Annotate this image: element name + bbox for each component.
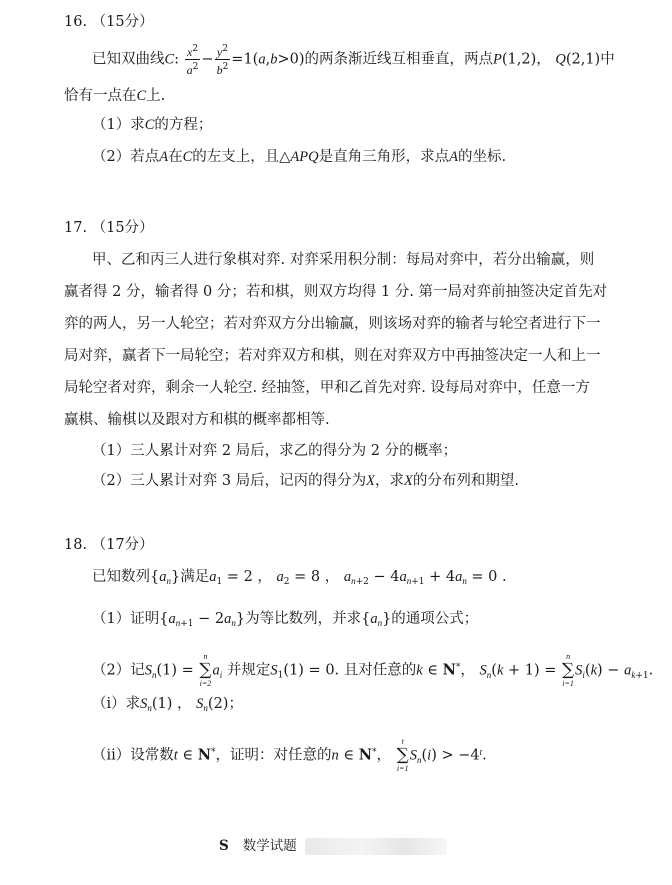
q18-text: . 且对任意的 (334, 662, 417, 679)
q18-text: 的通项公式； (391, 611, 479, 627)
sum-operator: n ∑ i=2 (199, 652, 212, 688)
footer-letter: S (219, 838, 229, 854)
q18-part-1: （1）证明$\{a_{n+1} - 2a_n\}$为等比数列，并求$\{a_n\}$的通项公式； (92, 611, 479, 629)
q16-text: 已知双曲线 (92, 51, 165, 68)
q18-text: 已知数列 (92, 569, 150, 585)
fraction-y2-b2: $\frac{y^2}{b^2}$ (216, 44, 229, 77)
q18-text: （1）证明 (92, 611, 160, 627)
q18-text: 并规定 (226, 662, 271, 679)
q16-text: 的坐标. (457, 149, 507, 165)
q16-header: 16. （15分） (64, 14, 154, 30)
q16-text: 的左支上，且△ (192, 149, 291, 165)
q17-part-2: （2）三人累计对弈 3 局后，记丙的得分为X，求X的分布列和期望. (92, 473, 519, 489)
q18-text: （2）记 (92, 662, 145, 679)
q18-header: 18. （17分） (64, 537, 154, 553)
q17-line-2: 赢者得 2 分，输者得 0 分；若和棋，则双方均得 1 分. 第一局对弈前抽签决定首先对 (64, 284, 608, 300)
q17-line-5: 局轮空者对弈，剩余一人轮空. 经抽签，甲和乙首先对弈. 设每局对弈中，任意一方 (64, 380, 590, 396)
q18-text: （i）求 (92, 696, 141, 712)
sum-operator: n ∑ i=1 (562, 652, 575, 688)
q18-text: ，证明：对任意的 (215, 747, 332, 764)
q16-text: 中 (600, 51, 615, 68)
q18-part-3: （i）求$S_n(1)$ ， $S_n(2)$； (92, 696, 243, 713)
q18-part-4: （ii）设常数t ∈ N*，证明：对任意的n ∈ N*， t ∑ i=1 $S_n(i) > -4^t$. (92, 737, 487, 773)
q17-line-3: 弈的两人，另一人轮空；若对弈双方分出输赢，则该场对弈的输者与轮空者进行下一 (64, 316, 601, 332)
q16-text: 上. (146, 88, 166, 104)
footer-text: 数学试题 (242, 838, 297, 854)
q18-text: （ii）设常数 (92, 747, 174, 764)
sum-operator: t ∑ i=1 (396, 737, 409, 773)
q17-text: ，求 (375, 473, 405, 489)
page-footer (219, 834, 447, 855)
q16-text: 的方程； (154, 117, 213, 133)
fraction-x2-a2: $\frac{x^2}{a^2}$ (186, 44, 199, 77)
q16-part-2: （2）若点A在C的左支上，且△APQ是直角三角形，求点A的坐标. (92, 149, 507, 165)
q16-text: （1）求 (92, 117, 145, 133)
q16-line-2: 恰有一点在C上. (64, 88, 166, 104)
q17-text: 的分布列和期望. (412, 473, 519, 489)
q18-text: ； (228, 696, 243, 712)
q18-text: ， (376, 747, 391, 764)
q16-text: （2）若点 (92, 149, 160, 165)
q16-line-1: 已知双曲线C: $\frac{x^2}{a^2}$ − $\frac{y^2}{b^2}$ =1(a,b>0)的两条渐近线互相垂直，两点P(1,2)， Q(2,1)中 (92, 44, 615, 77)
q16-part-1: （1）求C的方程； (92, 117, 213, 133)
q16-text: 恰有一点在 (64, 88, 137, 104)
q16-text: 的两条渐近线互相垂直，两点 (304, 51, 493, 68)
q18-text: 满足 (180, 569, 210, 585)
obscured-page-number (305, 838, 447, 855)
q17-header: 17. （15分） (64, 220, 154, 236)
q18-line-1: 已知数列$\{a_n\}$满足$a_1 = 2$ ， $a_2 = 8$ ， $a_{n+2} - 4a_{n+1} + 4a_n = 0$ . (92, 569, 507, 587)
q17-line-4: 局对弈，赢者下一局轮空；若对弈双方和棋，则在对弈双方中再抽签决定一人和上一 (64, 348, 601, 364)
q16-text: 在 (168, 149, 183, 165)
q17-line-1: 甲、乙和丙三人进行象棋对弈. 对弈采用积分制：每局对弈中，若分出输赢，则 (92, 252, 595, 268)
q18-part-2: （2）记$S_n(1)$ = n ∑ i=2 $a_i$ 并规定$S_1(1) = 0$. 且对任意的k ∈ N*， $S_n(k + 1)$ = n ∑ i=1 $S_i(k) - a_{k+1}$. (92, 652, 654, 688)
q16-text: 是直角三角形，求点 (318, 149, 450, 165)
q18-text: 为等比数列，并求 (245, 611, 362, 627)
q17-part-1: （1）三人累计对弈 2 局后，求乙的得分为 2 分的概率； (92, 443, 458, 459)
q17-line-6: 赢棋、输棋以及跟对方和棋的概率都相等. (64, 412, 330, 428)
q17-text: （2）三人累计对弈 3 局后，记丙的得分为 (92, 473, 367, 489)
